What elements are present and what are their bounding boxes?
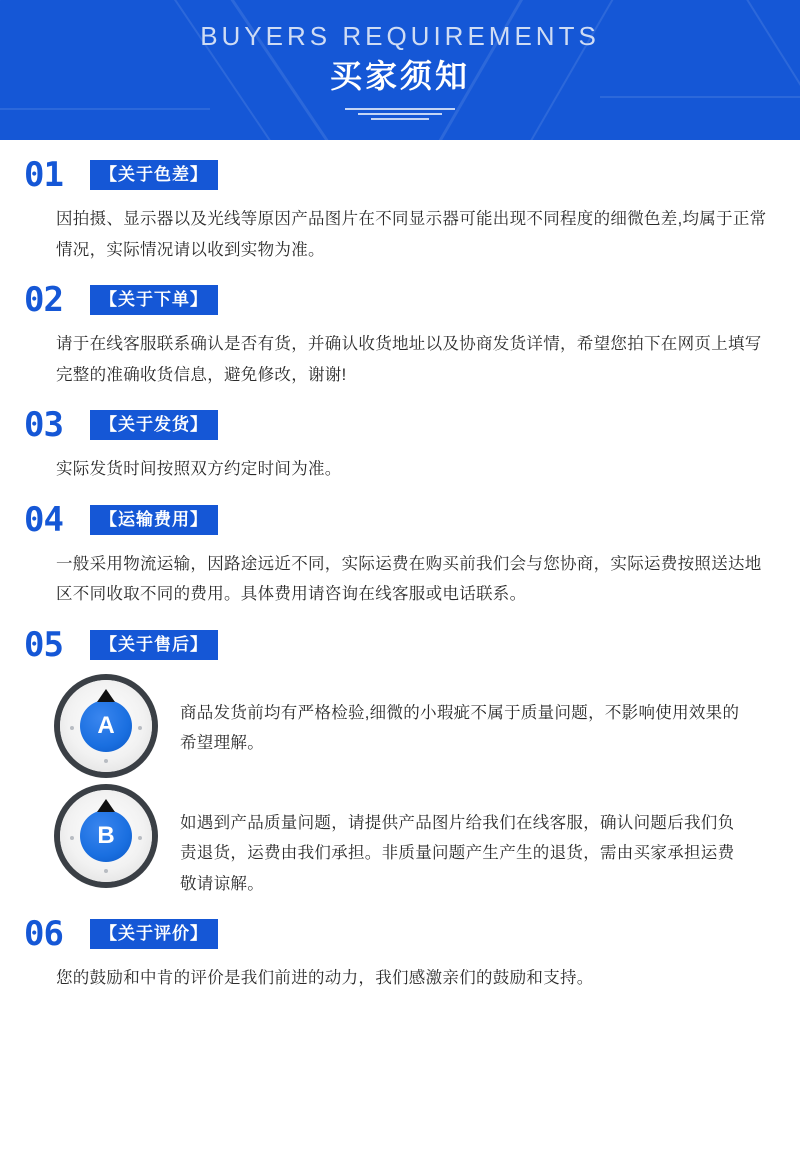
section-tag: 【关于下单】: [90, 285, 218, 315]
section-shipping: [24, 405, 776, 485]
section-header: [24, 405, 776, 446]
section-header: [24, 280, 776, 321]
section-ordering: [24, 280, 776, 390]
badge-letter: A: [80, 700, 132, 752]
section-body: 请于在线客服联系确认是否有货，并确认收货地址以及协商发货详情，希望您拍下在网页上填写完整的准确收货信息，避免修改，谢谢!: [56, 335, 762, 384]
banner-divider: [345, 105, 455, 123]
section-body: 实际发货时间按照双方约定时间为准。: [56, 460, 342, 479]
section-after-sales: [24, 624, 776, 900]
banner-english-title: BUYERS REQUIREMENTS: [200, 21, 600, 51]
section-header: [24, 914, 776, 955]
section-header: [24, 499, 776, 540]
badge-dot: [138, 726, 142, 730]
section-tag: 【关于评价】: [90, 919, 218, 949]
badge-dot: [104, 759, 108, 763]
section-review: [24, 914, 776, 994]
section-header: [24, 155, 776, 195]
triangle-marker-icon: [97, 799, 115, 812]
section-number: 02: [24, 280, 63, 321]
section-body: 一般采用物流运输，因路途远近不同，实际运费在购买前我们会与您协商，实际运费按照送达地区不同收取不同的费用。具体费用请咨询在线客服或电话联系。: [56, 554, 762, 604]
section-body: 您的鼓励和中肯的评价是我们前进的动力，我们感激亲们的鼓励和支持。: [56, 969, 594, 988]
section-freight: [24, 499, 776, 610]
section-number: 04: [24, 499, 63, 540]
badge-letter: B: [80, 810, 132, 862]
section-number: 05: [24, 624, 63, 665]
triangle-marker-icon: [97, 689, 115, 702]
badge-dot: [70, 836, 74, 840]
section-tag: 【运输费用】: [90, 505, 218, 535]
section-tag: 【关于色差】: [90, 160, 218, 190]
badge-a-icon: [60, 680, 152, 772]
badge-dot: [104, 869, 108, 873]
badge-dot: [138, 836, 142, 840]
section-tag: 【关于售后】: [90, 630, 218, 660]
page-banner: [0, 0, 800, 140]
section-header: [24, 624, 776, 665]
content-area: [0, 155, 800, 994]
section-number: 01: [24, 155, 63, 195]
section-color-difference: [24, 155, 776, 265]
after-sales-text: 如遇到产品质量问题，请提供产品图片给我们在线客服，确认问题后我们负责退货，运费由我们承担。非质量问题产生产生的退货，需由买家承担运费敬请谅解。: [180, 813, 735, 893]
section-tag: 【关于发货】: [90, 410, 218, 440]
banner-chinese-title: 买家须知: [329, 57, 470, 94]
list-item: [60, 680, 776, 772]
badge-b-icon: [60, 790, 152, 882]
badge-dot: [70, 726, 74, 730]
list-item: [60, 790, 776, 900]
section-number: 03: [24, 405, 63, 446]
after-sales-text: 商品发货前均有严格检验,细微的小瑕疵不属于质量问题，不影响使用效果的希望理解。: [180, 703, 740, 753]
section-number: 06: [24, 914, 63, 955]
section-body: 因拍摄、显示器以及光线等原因产品图片在不同显示器可能出现不同程度的细微色差,均属于正常情况，实际情况请以收到实物为准。: [56, 210, 767, 259]
after-sales-list: [24, 680, 776, 900]
